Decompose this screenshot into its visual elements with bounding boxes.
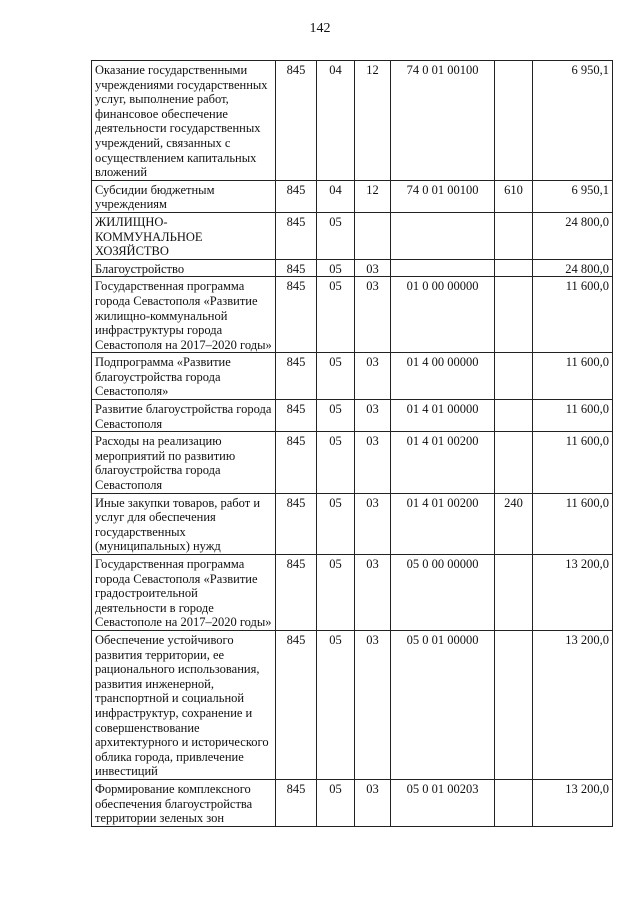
department-code-cell: 845 xyxy=(276,400,317,432)
department-code-cell: 845 xyxy=(276,61,317,181)
section-code-cell: 05 xyxy=(317,259,355,277)
subsection-code-cell: 03 xyxy=(355,353,391,400)
amount-cell: 11 600,0 xyxy=(533,432,613,493)
subsection-code-cell: 03 xyxy=(355,259,391,277)
row-name-cell: Развитие благоустройства города Севастополя xyxy=(92,400,276,432)
target-article-cell: 01 4 01 00200 xyxy=(391,493,495,554)
expense-type-cell xyxy=(495,277,533,353)
expense-type-cell xyxy=(495,779,533,826)
target-article-cell: 01 4 00 00000 xyxy=(391,353,495,400)
amount-cell: 6 950,1 xyxy=(533,61,613,181)
page-number: 142 xyxy=(309,21,331,36)
table-row xyxy=(92,212,613,259)
table-row xyxy=(92,432,613,493)
target-article-cell: 74 0 01 00100 xyxy=(391,61,495,181)
target-article-cell: 01 0 00 00000 xyxy=(391,277,495,353)
table-row xyxy=(92,353,613,400)
amount-cell: 13 200,0 xyxy=(533,555,613,631)
expense-type-cell xyxy=(495,432,533,493)
amount-cell: 24 800,0 xyxy=(533,212,613,259)
expense-type-cell xyxy=(495,555,533,631)
expense-type-cell: 240 xyxy=(495,493,533,554)
target-article-cell: 05 0 01 00000 xyxy=(391,630,495,779)
expense-type-cell xyxy=(495,61,533,181)
row-name-cell: Государственная программа города Севастополя «Развитие градостроительной деятельности в городе Севастополе на 2017–2020 годы» xyxy=(92,555,276,631)
row-name-cell: Иные закупки товаров, работ и услуг для обеспечения государственных (муниципальных) нужд xyxy=(92,493,276,554)
section-code-cell: 05 xyxy=(317,400,355,432)
table-row xyxy=(92,779,613,826)
row-name-cell: ЖИЛИЩНО-КОММУНАЛЬНОЕ ХОЗЯЙСТВО xyxy=(92,212,276,259)
department-code-cell: 845 xyxy=(276,353,317,400)
target-article-cell: 05 0 01 00203 xyxy=(391,779,495,826)
row-name-cell: Оказание государственными учреждениями государственных услуг, выполнение работ, финансовое обеспечение деятельности государственных учреждений, связанных с осуществлением капитальных вложений xyxy=(92,61,276,181)
section-code-cell: 05 xyxy=(317,277,355,353)
department-code-cell: 845 xyxy=(276,555,317,631)
expense-type-cell xyxy=(495,353,533,400)
department-code-cell: 845 xyxy=(276,432,317,493)
subsection-code-cell: 12 xyxy=(355,61,391,181)
subsection-code-cell: 12 xyxy=(355,180,391,212)
target-article-cell: 01 4 01 00200 xyxy=(391,432,495,493)
table-row xyxy=(92,259,613,277)
expense-type-cell xyxy=(495,212,533,259)
row-name-cell: Обеспечение устойчивого развития территории, ее рационального использования, развития инженерной, транспортной и социальной инфраструктур, сохранение и совершенствование архитектурного и исторического облика города, привлечение инвестиций xyxy=(92,630,276,779)
section-code-cell: 05 xyxy=(317,555,355,631)
department-code-cell: 845 xyxy=(276,212,317,259)
section-code-cell: 05 xyxy=(317,353,355,400)
row-name-cell: Расходы на реализацию мероприятий по развитию благоустройства города Севастополя xyxy=(92,432,276,493)
expense-type-cell xyxy=(495,630,533,779)
amount-cell: 11 600,0 xyxy=(533,277,613,353)
expense-type-cell xyxy=(495,259,533,277)
amount-cell: 13 200,0 xyxy=(533,779,613,826)
table-row xyxy=(92,277,613,353)
table-row xyxy=(92,180,613,212)
department-code-cell: 845 xyxy=(276,779,317,826)
department-code-cell: 845 xyxy=(276,180,317,212)
subsection-code-cell: 03 xyxy=(355,630,391,779)
target-article-cell: 05 0 00 00000 xyxy=(391,555,495,631)
subsection-code-cell xyxy=(355,212,391,259)
amount-cell: 13 200,0 xyxy=(533,630,613,779)
table-row xyxy=(92,400,613,432)
expense-type-cell xyxy=(495,400,533,432)
department-code-cell: 845 xyxy=(276,259,317,277)
section-code-cell: 04 xyxy=(317,180,355,212)
subsection-code-cell: 03 xyxy=(355,432,391,493)
section-code-cell: 05 xyxy=(317,630,355,779)
target-article-cell: 01 4 01 00000 xyxy=(391,400,495,432)
row-name-cell: Государственная программа города Севастополя «Развитие жилищно-коммунальной инфраструктуры города Севастополя на 2017–2020 годы» xyxy=(92,277,276,353)
subsection-code-cell: 03 xyxy=(355,779,391,826)
table-row xyxy=(92,630,613,779)
department-code-cell: 845 xyxy=(276,493,317,554)
row-name-cell: Субсидии бюджетным учреждениям xyxy=(92,180,276,212)
section-code-cell: 05 xyxy=(317,493,355,554)
subsection-code-cell: 03 xyxy=(355,400,391,432)
department-code-cell: 845 xyxy=(276,630,317,779)
row-name-cell: Благоустройство xyxy=(92,259,276,277)
section-code-cell: 05 xyxy=(317,212,355,259)
row-name-cell: Подпрограмма «Развитие благоустройства города Севастополя» xyxy=(92,353,276,400)
section-code-cell: 05 xyxy=(317,779,355,826)
department-code-cell: 845 xyxy=(276,277,317,353)
subsection-code-cell: 03 xyxy=(355,555,391,631)
amount-cell: 11 600,0 xyxy=(533,353,613,400)
table-row xyxy=(92,61,613,181)
target-article-cell xyxy=(391,212,495,259)
target-article-cell xyxy=(391,259,495,277)
target-article-cell: 74 0 01 00100 xyxy=(391,180,495,212)
subsection-code-cell: 03 xyxy=(355,493,391,554)
amount-cell: 11 600,0 xyxy=(533,493,613,554)
section-code-cell: 05 xyxy=(317,432,355,493)
expense-type-cell: 610 xyxy=(495,180,533,212)
amount-cell: 6 950,1 xyxy=(533,180,613,212)
budget-table xyxy=(91,60,613,827)
budget-table-body xyxy=(92,61,613,827)
section-code-cell: 04 xyxy=(317,61,355,181)
table-row xyxy=(92,555,613,631)
amount-cell: 24 800,0 xyxy=(533,259,613,277)
subsection-code-cell: 03 xyxy=(355,277,391,353)
table-row xyxy=(92,493,613,554)
row-name-cell: Формирование комплексного обеспечения благоустройства территории зеленых зон xyxy=(92,779,276,826)
amount-cell: 11 600,0 xyxy=(533,400,613,432)
